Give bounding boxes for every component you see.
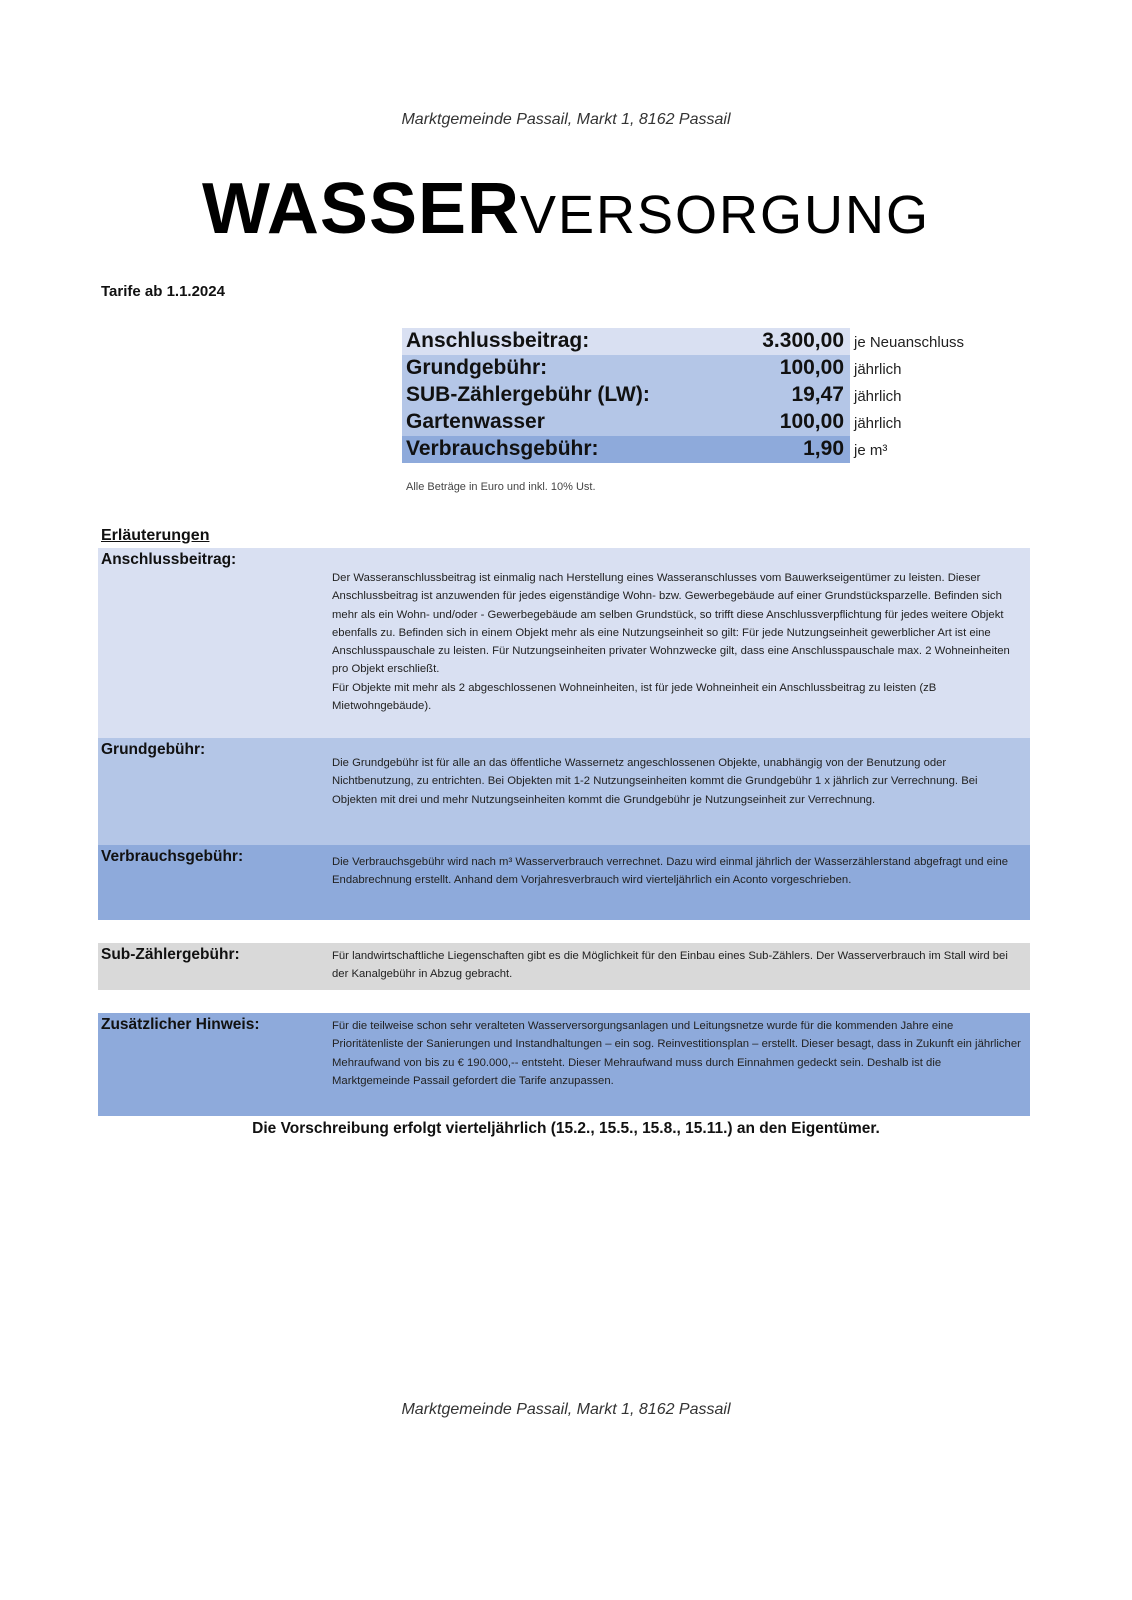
tariff-note: Alle Beträge in Euro und inkl. 10% Ust. (406, 481, 596, 493)
explanation-text: Für landwirtschaftliche Liegenschaften gibt es die Möglichkeit für den Einbau eines Sub-Zählers. Der Wasserverbrauch im Stall wird bei der Kanalgebühr in Abzug gebracht. (332, 950, 1008, 981)
title-light-part: VERSORGUNG (519, 185, 931, 245)
explanation-title: Verbrauchsgebühr: (101, 848, 244, 865)
closing-note: Die Vorschreibung erfolgt vierteljährlich (15.2., 15.5., 15.8., 15.11.) an den Eigentümer. (252, 1120, 880, 1137)
header-address: Marktgemeinde Passail, Markt 1, 8162 Passail (401, 111, 731, 128)
explanation-anschlussbeitrag (98, 548, 1030, 738)
tariff-unit: je m³ (854, 442, 888, 459)
explanations-heading: Erläuterungen (101, 527, 210, 544)
tariff-amount: 19,47 (791, 383, 844, 406)
explanation-text: Die Verbrauchsgebühr wird nach m³ Wasserverbrauch verrechnet. Dazu wird einmal jährlich der Wasserzählerstand abgefragt und eine Endabrechnung erstellt. Anhand dem Vorjahresverbrauch wird vierteljährlich ein Aconto vorgeschrieben. (332, 856, 1009, 887)
explanation-zusaetzlicher-hinweis (98, 1013, 1030, 1116)
tariff-table (402, 328, 978, 463)
explanation-text: Die Grundgebühr ist für alle an das öffentliche Wassernetz angeschlossenen Objekte, unabhängig von der Benutzung oder Nichtbenutzung, zu entrichten. Bei Objekten mit 1-2 Nutzungseinheiten kommt die Grundgebühr 1 x jährlich zur Verrechnung. Bei Objekten mit drei und mehr Nutzungseinheiten kommt die Grundgebühr je Nutzungseinheit zur Verrechnung. (332, 757, 978, 806)
tariff-amount: 100,00 (779, 356, 844, 379)
tariff-amount: 1,90 (803, 437, 844, 460)
tariff-row-gartenwasser (402, 409, 978, 436)
explanation-sub-zaehlergebuehr (98, 943, 1030, 990)
tariff-unit: je Neuanschluss (854, 334, 965, 351)
explanation-title: Sub-Zählergebühr: (101, 946, 240, 963)
explanation-title: Grundgebühr: (101, 741, 206, 758)
explanation-verbrauchsgebuehr (98, 845, 1030, 920)
explanation-text: Für die teilweise schon sehr veralteten Wasserversorgungsanlagen und Leitungsnetze wurde für die kommenden Jahre eine Prioritätenliste der Sanierungen und Instandhaltungen – ein sog. Reinvestitionsplan – erstellt. Dieser besagt, dass in Zukunft ein jährlicher Mehraufwand von bis zu € 190.000,-- entsteht. Dieser Mehraufwand muss durch Einnahmen gedeckt sein. Deshalb ist die Marktgemeinde Passail gefordert die Tarife anzupassen. (332, 1020, 1021, 1087)
tariff-label: Grundgebühr: (406, 356, 548, 379)
tariff-label: Verbrauchsgebühr: (406, 437, 599, 460)
title-bold-part: WASSER (201, 169, 520, 249)
explanation-title: Zusätzlicher Hinweis: (101, 1016, 260, 1033)
tariff-label: SUB-Zählergebühr (LW): (406, 383, 650, 406)
tariff-unit: jährlich (854, 415, 902, 432)
tariff-row-sub-zaehlergebuehr (402, 382, 978, 409)
explanation-title: Anschlussbeitrag: (101, 551, 237, 568)
tariff-unit: jährlich (854, 388, 902, 405)
tariff-row-grundgebuehr (402, 355, 978, 382)
explanation-text: Der Wasseranschlussbeitrag ist einmalig nach Herstellung eines Wasseranschlusses vom Bauwerkseigentümer zu leisten. Dieser Anschlussbeitrag ist anzuwenden für jedes eigenständige Wohn- bzw. Gewerbegebäude auf einer Grundstücksparzelle. Befinden sich mehr als ein Wohn- und/oder - Gewerbegebäude am selben Grundstück, so trifft diese Anschlussverpflichtung für jedes weitere Objekt ebenfalls zu. Befinden sich in einem Objekt mehr als eine Nutzungseinheit so gilt: Für jede Nutzungseinheit gewerblicher Art ist eine Anschlusspauschale zu leisten. Für Nutzungseinheiten privater Wohnzwecke gilt, dass eine Anschlusspauschale max. 2 Wohneinheiten pro Objekt erschließt. Für Objekte mit mehr als 2 abgeschlossenen Wohneinheiten, ist für jede Wohneinheit ein Anschlussbeitrag zu leisten (zB Mietwohngebäude). (332, 572, 1010, 713)
explanation-grundgebuehr (98, 738, 1030, 845)
tariff-row-anschlussbeitrag (402, 328, 978, 355)
tariff-row-verbrauchsgebuehr (402, 436, 978, 463)
tariff-amount: 3.300,00 (762, 329, 844, 352)
tariff-label: Anschlussbeitrag: (406, 329, 590, 352)
tariff-amount: 100,00 (779, 410, 844, 433)
page-title (0, 168, 1132, 250)
footer-address: Marktgemeinde Passail, Markt 1, 8162 Passail (401, 1401, 731, 1418)
tariff-date: Tarife ab 1.1.2024 (101, 283, 225, 300)
tariff-unit: jährlich (854, 361, 902, 378)
tariff-label: Gartenwasser (406, 410, 545, 433)
